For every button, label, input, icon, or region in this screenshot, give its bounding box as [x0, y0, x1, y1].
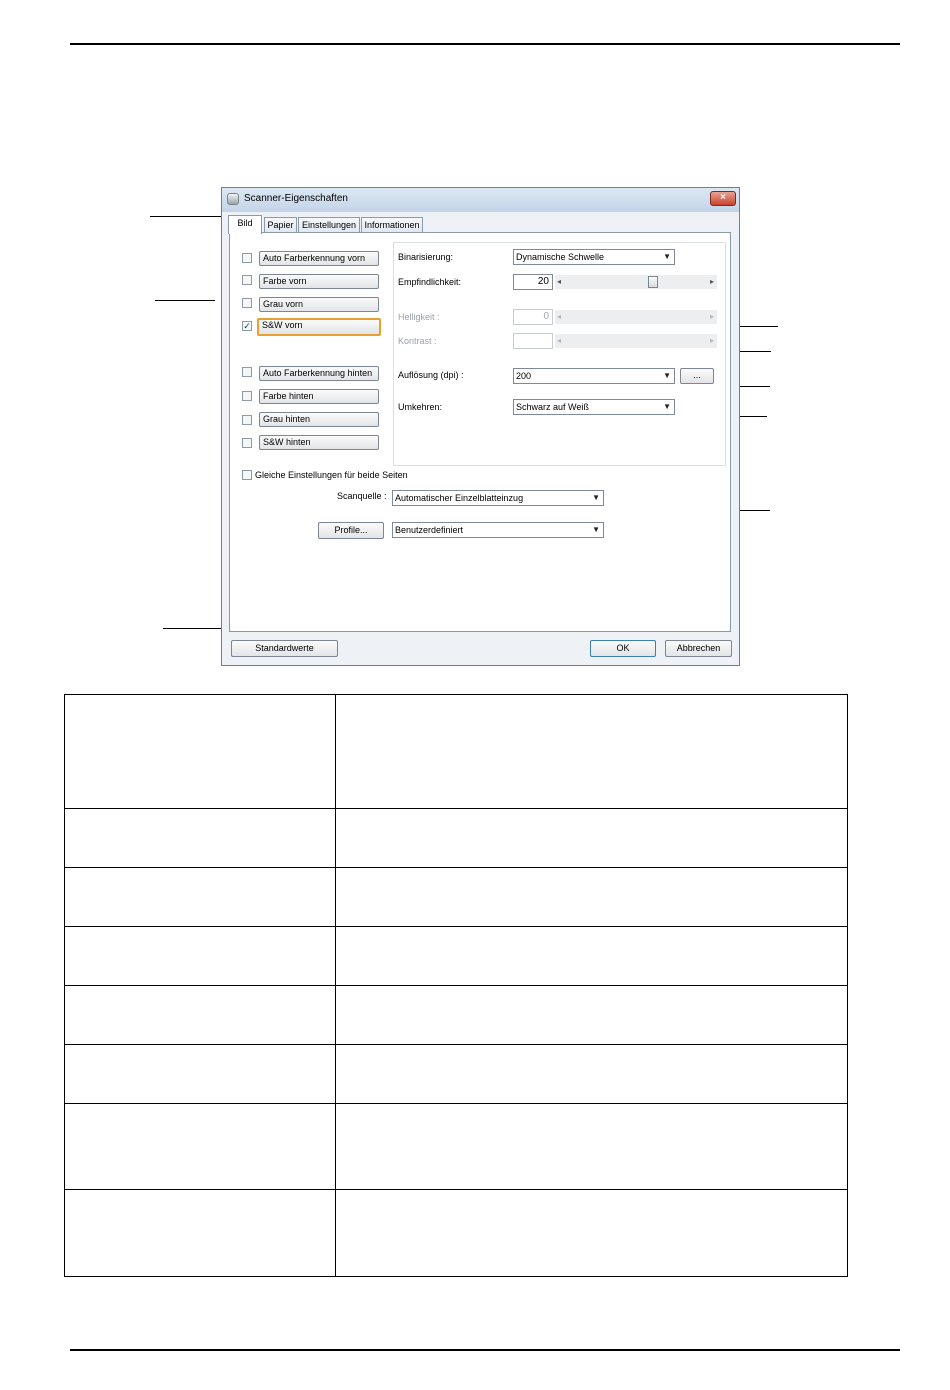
callout-tabs: [150, 216, 227, 217]
sensitivity-label: Empfindlichkeit:: [398, 277, 462, 287]
profile-button[interactable]: Profile...: [318, 522, 384, 539]
chevron-down-icon: ▼: [592, 493, 600, 502]
resolution-label: Auflösung (dpi) :: [398, 370, 464, 380]
profile-value: Benutzerdefiniert: [395, 525, 464, 535]
table-row: [65, 927, 848, 986]
brightness-label: Helligkeit :: [398, 312, 440, 322]
tab-papier[interactable]: Papier: [264, 217, 297, 232]
image-type-bw-back[interactable]: S&W hinten: [259, 435, 379, 450]
table-cell-label: [65, 1190, 336, 1277]
table-cell-description: [336, 1104, 848, 1190]
table-row: [65, 1190, 848, 1277]
profile-select[interactable]: [392, 522, 604, 538]
scan-source-select[interactable]: [392, 490, 604, 506]
table-row: [65, 868, 848, 927]
window-title: Scanner-Eigenschaften: [244, 193, 348, 204]
sensitivity-slider[interactable]: [555, 275, 717, 289]
checkbox-gray-front[interactable]: [242, 298, 252, 308]
image-type-auto-color-back[interactable]: Auto Farberkennung hinten: [259, 366, 379, 381]
checkbox-color-front[interactable]: [242, 275, 252, 285]
same-settings-label: Gleiche Einstellungen für beide Seiten: [255, 470, 408, 480]
table-row: [65, 986, 848, 1045]
binarization-select[interactable]: [513, 249, 675, 265]
table-cell-description: [336, 1045, 848, 1104]
resolution-more-button[interactable]: ...: [680, 368, 714, 384]
contrast-input: [513, 333, 553, 349]
table-cell-description: [336, 927, 848, 986]
contrast-label: Kontrast :: [398, 336, 437, 346]
bild-panel: [229, 232, 731, 632]
invert-select[interactable]: [513, 399, 675, 415]
description-table: [64, 694, 848, 1277]
checkbox-bw-front[interactable]: ✓: [243, 321, 251, 331]
scanner-properties-dialog: [221, 187, 740, 666]
table-cell-label: [65, 1104, 336, 1190]
table-cell-label: [65, 695, 336, 809]
cancel-button[interactable]: Abbrechen: [665, 640, 732, 657]
chevron-down-icon: ▼: [592, 525, 600, 534]
tab-bild[interactable]: Bild: [228, 215, 262, 234]
binarization-label: Binarisierung:: [398, 252, 454, 262]
header-rule: [70, 43, 900, 45]
brightness-slider: [555, 310, 717, 324]
checkbox-gray-back[interactable]: [242, 415, 252, 425]
invert-label: Umkehren:: [398, 402, 443, 412]
checkbox-bw-back[interactable]: [242, 438, 252, 448]
callout-image-types: [155, 300, 215, 301]
checkbox-auto-color-front[interactable]: [242, 253, 252, 263]
tab-informationen[interactable]: Informationen: [361, 217, 423, 232]
table-cell-description: [336, 695, 848, 809]
binarization-value: Dynamische Schwelle: [516, 252, 605, 262]
chevron-down-icon: ▼: [663, 371, 671, 380]
checkbox-color-back[interactable]: [242, 391, 252, 401]
image-type-color-back[interactable]: Farbe hinten: [259, 389, 379, 404]
image-type-auto-color-front[interactable]: Auto Farberkennung vorn: [259, 251, 379, 266]
slider-left-arrow-icon[interactable]: ◂: [557, 277, 562, 286]
table-row: [65, 1045, 848, 1104]
table-row: [65, 809, 848, 868]
tab-einstellungen[interactable]: Einstellungen: [298, 217, 360, 232]
sensitivity-slider-thumb[interactable]: [648, 276, 658, 288]
table-row: [65, 1104, 848, 1190]
scan-source-label: Scanquelle :: [337, 491, 387, 501]
invert-value: Schwarz auf Weiß: [516, 402, 589, 412]
resolution-select[interactable]: [513, 368, 675, 384]
table-cell-label: [65, 1045, 336, 1104]
table-cell-description: [336, 986, 848, 1045]
scan-source-value: Automatischer Einzelblatteinzug: [395, 493, 524, 503]
defaults-button[interactable]: Standardwerte: [231, 640, 338, 657]
chevron-down-icon: ▼: [663, 252, 671, 261]
scanner-icon: [227, 193, 239, 205]
slider-right-arrow-icon: ▸: [709, 336, 714, 345]
image-type-color-front[interactable]: Farbe vorn: [259, 274, 379, 289]
checkbox-same-settings[interactable]: [242, 470, 252, 480]
close-icon[interactable]: ×: [710, 191, 736, 206]
table-cell-label: [65, 868, 336, 927]
table-cell-label: [65, 986, 336, 1045]
table-cell-label: [65, 809, 336, 868]
slider-left-arrow-icon: ◂: [557, 336, 562, 345]
title-bar: [222, 188, 739, 212]
brightness-input: 0: [513, 309, 553, 325]
footer-rule: [70, 1349, 900, 1351]
image-settings-group: [393, 242, 726, 466]
slider-left-arrow-icon: ◂: [557, 312, 562, 321]
chevron-down-icon: ▼: [663, 402, 671, 411]
table-cell-description: [336, 868, 848, 927]
resolution-value: 200: [516, 371, 532, 381]
checkbox-auto-color-back[interactable]: [242, 367, 252, 377]
image-type-gray-back[interactable]: Grau hinten: [259, 412, 379, 427]
table-cell-description: [336, 1190, 848, 1277]
ok-button[interactable]: OK: [590, 640, 656, 657]
table-cell-label: [65, 927, 336, 986]
image-type-bw-front[interactable]: S&W vorn: [257, 318, 381, 336]
slider-right-arrow-icon: ▸: [709, 312, 714, 321]
contrast-slider: [555, 334, 717, 348]
table-row: [65, 695, 848, 809]
sensitivity-input[interactable]: 20: [513, 274, 553, 290]
slider-right-arrow-icon[interactable]: ▸: [709, 277, 714, 286]
table-cell-description: [336, 809, 848, 868]
image-type-gray-front[interactable]: Grau vorn: [259, 297, 379, 312]
